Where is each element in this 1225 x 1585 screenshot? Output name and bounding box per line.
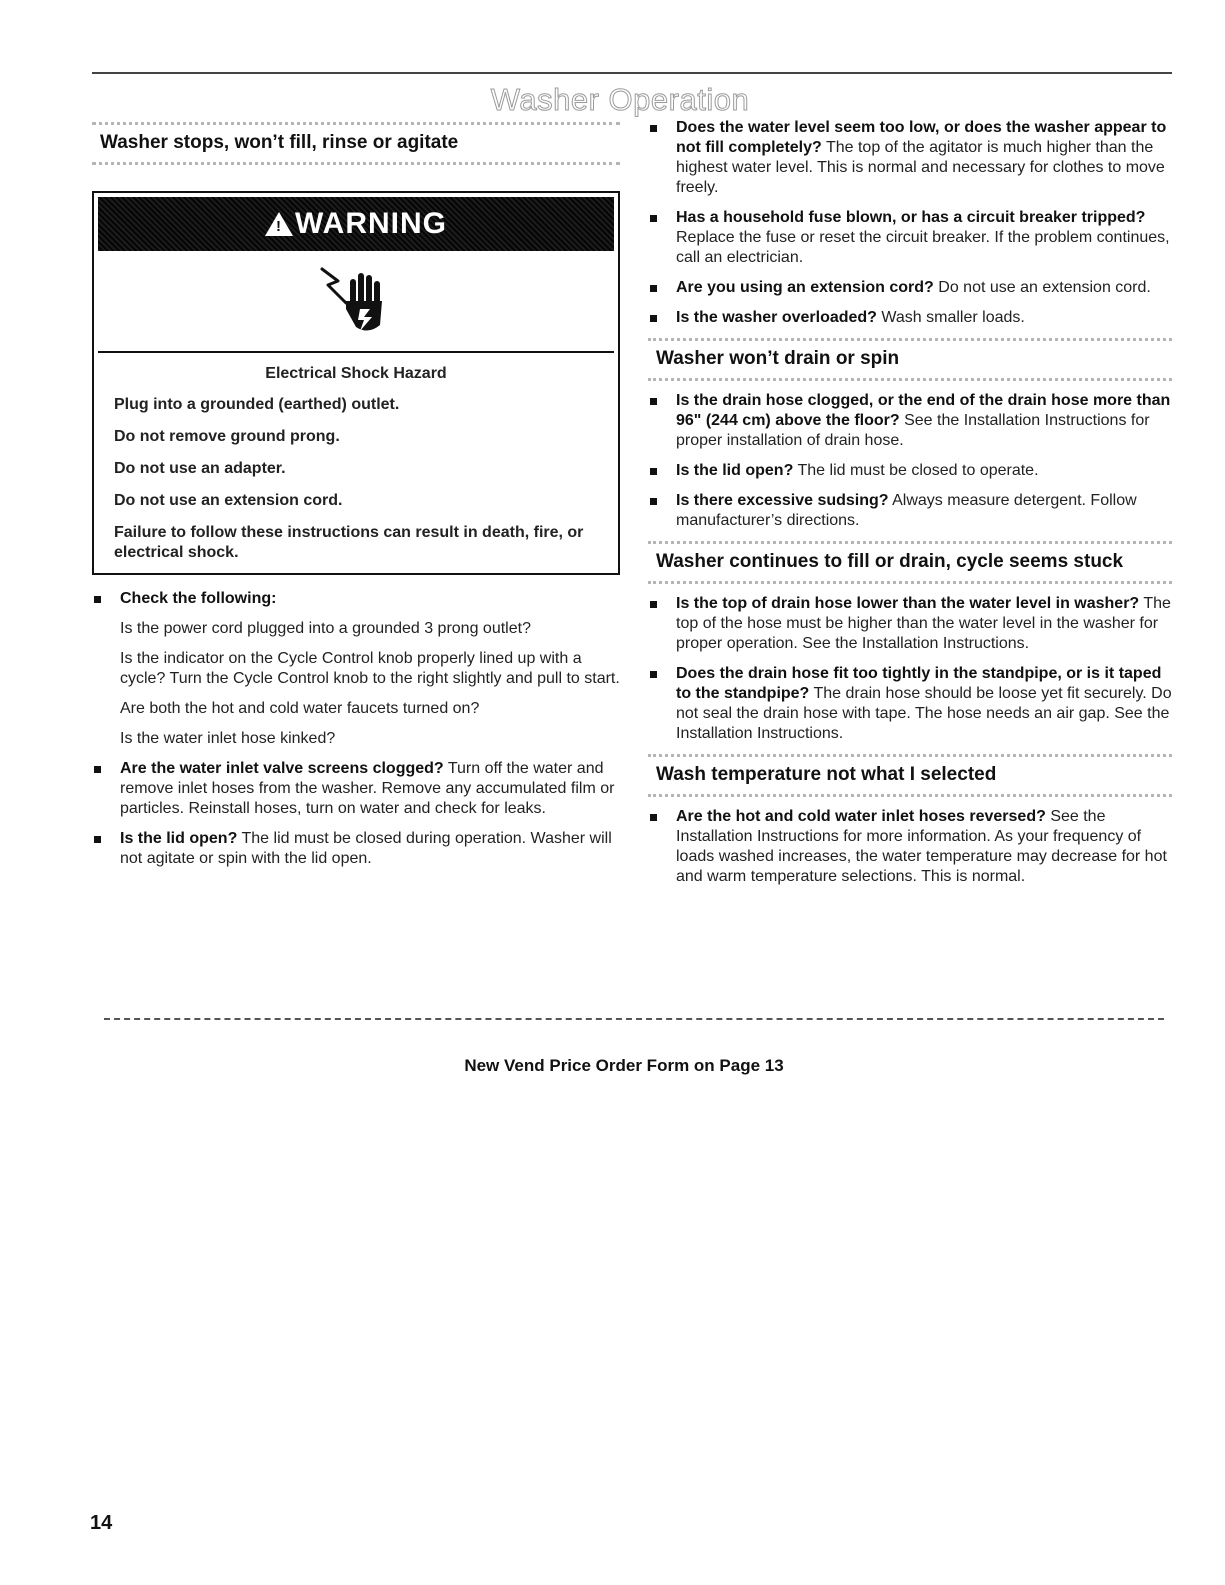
warning-graphic xyxy=(98,251,614,353)
list-item: Does the water level seem too low, or does the washer appear to not fill completely? The top of the agitator is much higher than the highest water level. This is normal and necessary for clothes to move freely. xyxy=(648,118,1172,198)
section-items xyxy=(648,594,1172,744)
list-item: Is the lid open? The lid must be closed to operate. xyxy=(648,461,1172,481)
section-heading: Washer stops, won’t fill, rinse or agitate xyxy=(92,122,620,165)
section-heading: Washer continues to fill or drain, cycle seems stuck xyxy=(648,541,1172,584)
sub-item: Is the indicator on the Cycle Control knob properly lined up with a cycle? Turn the Cycle Control knob to the right slightly and pull to start. xyxy=(120,650,620,687)
list-item: Does the drain hose fit too tightly in the standpipe, or is it taped to the standpipe? The drain hose should be loose yet fit securely. Do not seal the drain hose with tape. The hose needs an air gap. See the Installation Instructions. xyxy=(648,664,1172,744)
list-item: Is the top of drain hose lower than the water level in washer? The top of the hose must be higher than the water level in the washer for proper operation. See the Installation Instructions. xyxy=(648,594,1172,654)
warning-triangle-icon: ! xyxy=(265,212,293,236)
warning-title: WARNING xyxy=(295,207,447,240)
warning-line: Failure to follow these instructions can result in death, fire, or electrical shock. xyxy=(114,524,584,561)
warning-line: Do not use an extension cord. xyxy=(114,492,343,509)
list-item: Check the following: Is the power cord plugged into a grounded 3 prong outlet? Is the indicator on the Cycle Control knob properly lined up with a cycle? Turn the Cycle Control knob to the right slightly and pull to start. Are both the hot and cold water faucets turned on? Is the water inlet hose kinked? xyxy=(92,589,620,749)
list-item: Is there excessive sudsing? Always measure detergent. Follow manufacturer’s directions. xyxy=(648,491,1172,531)
list-item: Is the drain hose clogged, or the end of the drain hose more than 96" (244 cm) above the floor? See the Installation Instructions for proper installation of drain hose. xyxy=(648,391,1172,451)
electrical-shock-hand-icon xyxy=(316,261,396,341)
section-items xyxy=(648,807,1172,887)
list-item: Is the lid open? The lid must be closed during operation. Washer will not agitate or spin with the lid open. xyxy=(92,829,620,869)
section-items xyxy=(648,391,1172,531)
warning-line: Plug into a grounded (earthed) outlet. xyxy=(114,396,400,413)
left-items xyxy=(92,589,620,869)
warning-line: Do not use an adapter. xyxy=(114,460,286,477)
right-column xyxy=(648,118,1172,897)
section-heading: Washer won’t drain or spin xyxy=(648,338,1172,381)
left-column xyxy=(92,122,620,879)
warning-body xyxy=(94,353,618,573)
right-top-items xyxy=(648,118,1172,328)
sub-item: Is the power cord plugged into a grounded 3 prong outlet? xyxy=(120,620,531,637)
page-number: 14 xyxy=(90,1512,113,1534)
list-item: Are you using an extension cord? Do not use an extension cord. xyxy=(648,278,1172,298)
list-item: Has a household fuse blown, or has a circuit breaker tripped? Replace the fuse or reset the circuit breaker. If the problem continues, call an electrician. xyxy=(648,208,1172,268)
footer-note: New Vend Price Order Form on Page 13 xyxy=(464,1056,784,1075)
hazard-label: Electrical Shock Hazard xyxy=(265,365,447,382)
list-item: Is the washer overloaded? Wash smaller loads. xyxy=(648,308,1172,328)
section-heading: Wash temperature not what I selected xyxy=(648,754,1172,797)
dashed-divider xyxy=(104,1018,1164,1020)
warning-box xyxy=(92,191,620,575)
top-rule xyxy=(92,72,1172,74)
warning-line: Do not remove ground prong. xyxy=(114,428,340,445)
page-title: Washer Operation xyxy=(490,82,750,117)
list-item: Are the water inlet valve screens clogged? Turn off the water and remove inlet hoses from the washer. Remove any accumulated film or particles. Reinstall hoses, turn on water and check for leaks. xyxy=(92,759,620,819)
list-item: Are the hot and cold water inlet hoses reversed? See the Installation Instructions for more information. As your frequency of loads washed increases, the water temperature may decrease for hot and warm temperature selections. This is normal. xyxy=(648,807,1172,887)
sub-item: Is the water inlet hose kinked? xyxy=(120,730,336,747)
sub-item: Are both the hot and cold water faucets turned on? xyxy=(120,700,480,717)
warning-banner xyxy=(98,197,614,251)
